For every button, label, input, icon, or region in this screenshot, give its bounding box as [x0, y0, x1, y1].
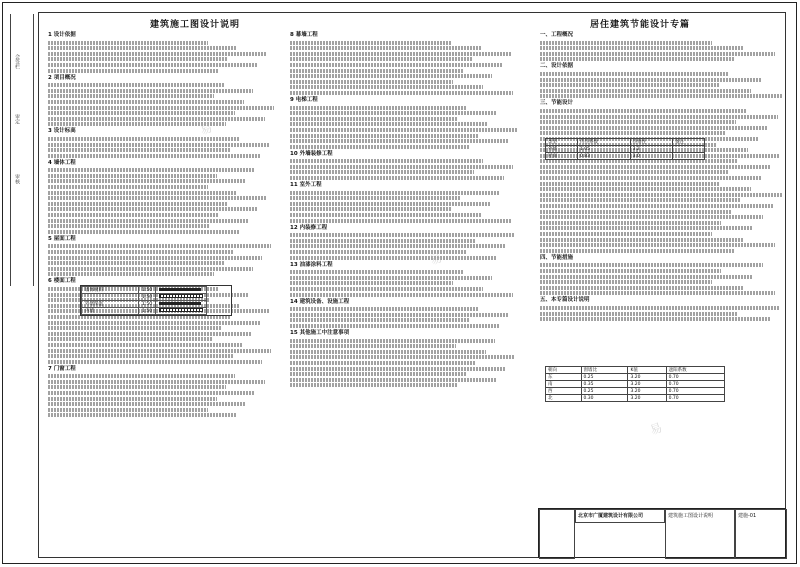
text-line [540, 204, 773, 208]
table-cell: 3.0 [630, 153, 672, 160]
text-line [290, 281, 453, 285]
table-cell: 外墙 [546, 146, 578, 153]
table-cell: 1.05 [578, 146, 631, 153]
text-line [540, 94, 783, 98]
tb-project [665, 509, 735, 559]
text-line [290, 378, 497, 382]
tb-drawing-no [735, 509, 787, 559]
energy-table-windows [545, 366, 725, 402]
section-heading: 12 内装修工程 [290, 224, 328, 231]
table-row [546, 388, 725, 395]
text-line [290, 219, 511, 223]
text-line [290, 165, 513, 169]
section-heading: 10 外墙装修工程 [290, 150, 333, 157]
legend-name: 墙体材料 [82, 287, 139, 294]
legend-name: 外墙保温 [82, 301, 139, 308]
text-line [48, 408, 208, 412]
section-heading: 4 墙体工程 [48, 159, 76, 166]
text-line [290, 355, 515, 359]
section-heading: 15 其他施工中注意事项 [290, 329, 350, 336]
text-line [48, 168, 255, 172]
text-line [48, 100, 244, 104]
text-line [290, 52, 511, 56]
table-cell [672, 146, 704, 153]
text-line [48, 261, 224, 265]
text-line [540, 187, 751, 191]
section-heading: 9 电梯工程 [290, 96, 318, 103]
text-line [48, 256, 262, 260]
text-line [48, 267, 253, 271]
table-cell: 0.25 [581, 388, 628, 395]
section-heading: 8 幕墙工程 [290, 32, 318, 38]
table-cell: 0.25 [581, 374, 628, 381]
text-line [540, 306, 780, 310]
energy-table-envelope [545, 138, 705, 160]
text-line [48, 63, 258, 67]
text-line [290, 63, 502, 67]
table-cell: 3.20 [628, 395, 666, 402]
text-line [540, 126, 768, 130]
text-line [290, 324, 499, 328]
text-line [290, 80, 453, 84]
text-line [290, 139, 509, 143]
table-row [546, 146, 705, 153]
left-title: 建筑施工图设计说明 [150, 20, 241, 30]
text-line [540, 46, 743, 50]
table-cell: 3.2 [630, 146, 672, 153]
legend-row [82, 301, 207, 308]
table-cell: 0.70 [666, 388, 724, 395]
text-line [48, 196, 267, 200]
text-line [540, 226, 753, 230]
text-line [290, 350, 486, 354]
text-line [290, 256, 497, 260]
text-line [540, 317, 770, 321]
text-line [48, 148, 230, 152]
section-heading: 6 楼面工程 [48, 278, 76, 285]
text-line [290, 344, 456, 348]
table-cell: 热惰性 [630, 139, 672, 146]
text-line [290, 367, 506, 371]
text-line [290, 69, 463, 73]
text-line [290, 159, 483, 163]
text-line [48, 360, 262, 364]
table-cell: 3.20 [628, 388, 666, 395]
text-line [48, 385, 226, 389]
text-line [540, 52, 775, 56]
text-line [290, 270, 463, 274]
text-line [540, 182, 719, 186]
text-line [48, 69, 219, 73]
sidebar-label: 会签栏 [14, 54, 20, 69]
text-line [540, 210, 731, 214]
text-line [290, 293, 513, 297]
text-line [290, 74, 492, 78]
text-line [290, 191, 499, 195]
table-cell: K值 [628, 367, 666, 374]
company-name: 北京市广厦建筑设计有限公司 [578, 513, 644, 519]
text-line [48, 321, 260, 325]
sidebar-label: 审核 [14, 174, 20, 184]
text-line [540, 291, 775, 295]
table-cell: 朝向 [546, 367, 582, 374]
text-line [540, 275, 753, 279]
text-line [540, 232, 712, 236]
text-line [48, 154, 260, 158]
table-cell: 西 [546, 388, 582, 395]
text-line [48, 391, 255, 395]
text-line [48, 83, 224, 87]
signoff-sidebar [6, 14, 36, 294]
text-line [290, 202, 490, 206]
text-line [540, 170, 729, 174]
legend-scale: 1:50 [139, 287, 156, 294]
text-line [48, 111, 235, 115]
text-line [540, 57, 734, 61]
text-line [290, 111, 497, 115]
text-line [540, 89, 751, 93]
legend-scale: 1:50 [139, 308, 156, 315]
text-line [48, 230, 240, 234]
text-line [540, 243, 775, 247]
table-row [546, 374, 725, 381]
text-line [290, 134, 479, 138]
text-line [290, 313, 509, 317]
text-line [48, 137, 240, 141]
table-cell: 0.83 [578, 153, 631, 160]
legend-name [82, 294, 139, 301]
table-row [546, 395, 725, 402]
section-heading: 2 项目概况 [48, 74, 76, 81]
text-line [290, 170, 474, 174]
text-line [540, 215, 763, 219]
text-line [290, 176, 504, 180]
text-line [48, 207, 258, 211]
section-heading: 四、节能措施 [540, 254, 574, 261]
text-line [48, 94, 214, 98]
watermark: 易 [428, 250, 445, 268]
text-line [290, 383, 458, 387]
text-line [290, 196, 460, 200]
table-cell: 3.20 [628, 374, 666, 381]
text-line [290, 213, 481, 217]
section-heading: 7 门窗工程 [48, 365, 76, 372]
text-line [48, 244, 271, 248]
table-cell: 类型 [546, 139, 578, 146]
table-cell: 窗墙比 [581, 367, 628, 374]
text-line [48, 106, 274, 110]
text-line [48, 413, 237, 417]
text-line [290, 46, 481, 50]
text-line [48, 402, 246, 406]
legend-name: 内墙 [82, 308, 139, 315]
table-cell: 0.70 [666, 395, 724, 402]
text-line [540, 83, 719, 87]
table-cell: 0.35 [581, 381, 628, 388]
text-line [48, 349, 271, 353]
text-line [290, 128, 518, 132]
table-cell: 遮阳系数 [666, 367, 724, 374]
text-line [290, 287, 483, 291]
text-line [540, 131, 726, 135]
text-line [290, 57, 472, 61]
drawing-number: 建施-01 [738, 513, 757, 519]
table-cell: 3.20 [628, 381, 666, 388]
text-line [290, 372, 467, 376]
text-line [540, 238, 743, 242]
table-cell: 屋面 [546, 153, 578, 160]
text-line [290, 91, 513, 95]
text-line [48, 337, 212, 341]
text-line [540, 193, 783, 197]
right-title: 居住建筑节能设计专篇 [590, 20, 691, 30]
text-line [48, 374, 235, 378]
text-line [48, 397, 217, 401]
text-line [290, 233, 515, 237]
text-line [48, 343, 242, 347]
text-line [540, 78, 761, 82]
text-line [290, 244, 506, 248]
text-line [540, 221, 721, 225]
project-name: 建筑施工图设计说明 [668, 513, 714, 519]
text-line [48, 219, 249, 223]
text-line [48, 57, 228, 61]
text-line [540, 269, 721, 273]
text-line [290, 361, 476, 365]
legend-swatch [156, 294, 207, 301]
section-heading: 13 油漆涂料工程 [290, 261, 333, 268]
legend-swatch [156, 301, 207, 308]
text-line [290, 207, 451, 211]
text-line [290, 41, 451, 45]
text-line [540, 109, 746, 113]
text-line [540, 249, 734, 253]
text-line [290, 106, 467, 110]
col2-notes [290, 30, 520, 389]
section-heading: 一、工程概况 [540, 32, 574, 38]
sidebar-label: 审定 [14, 114, 20, 124]
text-line [540, 312, 738, 316]
text-line [48, 185, 208, 189]
text-line [48, 117, 265, 121]
table-row [546, 381, 725, 388]
text-line [290, 239, 476, 243]
legend-row [82, 308, 207, 315]
text-line [48, 191, 237, 195]
section-heading: 二、设计依据 [540, 63, 574, 70]
legend-row [82, 287, 207, 294]
text-line [540, 72, 729, 76]
text-line [540, 165, 770, 169]
text-line [48, 332, 251, 336]
section-heading: 5 屋面工程 [48, 235, 76, 242]
text-line [540, 198, 741, 202]
text-line [48, 202, 228, 206]
section-heading: 三、节能设计 [540, 100, 574, 107]
text-line [290, 117, 458, 121]
text-line [540, 41, 712, 45]
legend-swatch [156, 308, 207, 315]
watermark: 易 [648, 420, 665, 438]
legend-scale: 1:50 [139, 294, 156, 301]
text-line [540, 263, 763, 267]
col3-energy-notes [540, 30, 785, 323]
text-line [290, 307, 479, 311]
title-block [538, 508, 786, 558]
table-row [546, 153, 705, 160]
text-line [48, 179, 246, 183]
section-heading: 14 建筑设备、设施工程 [290, 298, 350, 305]
table-cell: 传热系数 [578, 139, 631, 146]
text-line [540, 115, 778, 119]
text-line [48, 174, 217, 178]
tb-company [575, 509, 665, 523]
table-cell: 北 [546, 395, 582, 402]
table-cell: 0.30 [581, 395, 628, 402]
text-line [290, 318, 469, 322]
table-cell: 0.70 [666, 381, 724, 388]
text-line [48, 272, 214, 276]
table-cell: 南 [546, 381, 582, 388]
text-line [48, 52, 267, 56]
material-legend [80, 285, 232, 316]
text-line [540, 120, 736, 124]
text-line [48, 380, 265, 384]
text-line [540, 280, 712, 284]
legend-swatch [156, 287, 207, 294]
table-cell: 备注 [672, 139, 704, 146]
section-heading: 1 设计依据 [48, 32, 76, 38]
text-line [290, 122, 488, 126]
text-line [48, 354, 233, 358]
section-heading: 11 室外工程 [290, 182, 322, 189]
table-row [546, 139, 705, 146]
text-line [290, 85, 483, 89]
text-line [540, 176, 761, 180]
section-heading: 3 设计标高 [48, 128, 76, 135]
text-line [48, 213, 219, 217]
table-cell [672, 153, 704, 160]
text-line [48, 41, 208, 45]
text-line [290, 276, 492, 280]
text-line [48, 89, 253, 93]
tb-logo-cell [539, 509, 575, 559]
text-line [48, 143, 269, 147]
text-line [290, 145, 469, 149]
text-line [290, 339, 495, 343]
watermark: 易 [198, 120, 215, 138]
text-line [48, 326, 221, 330]
col1-notes [48, 30, 276, 419]
text-line [48, 46, 237, 50]
text-line [540, 286, 743, 290]
text-line [48, 224, 210, 228]
legend-row [82, 294, 207, 301]
text-line [48, 250, 233, 254]
table-cell: 0.70 [666, 374, 724, 381]
section-heading: 五、本专篇设计说明 [540, 297, 590, 304]
legend-scale: 1:50 [139, 301, 156, 308]
table-cell: 东 [546, 374, 582, 381]
table-row [546, 367, 725, 374]
